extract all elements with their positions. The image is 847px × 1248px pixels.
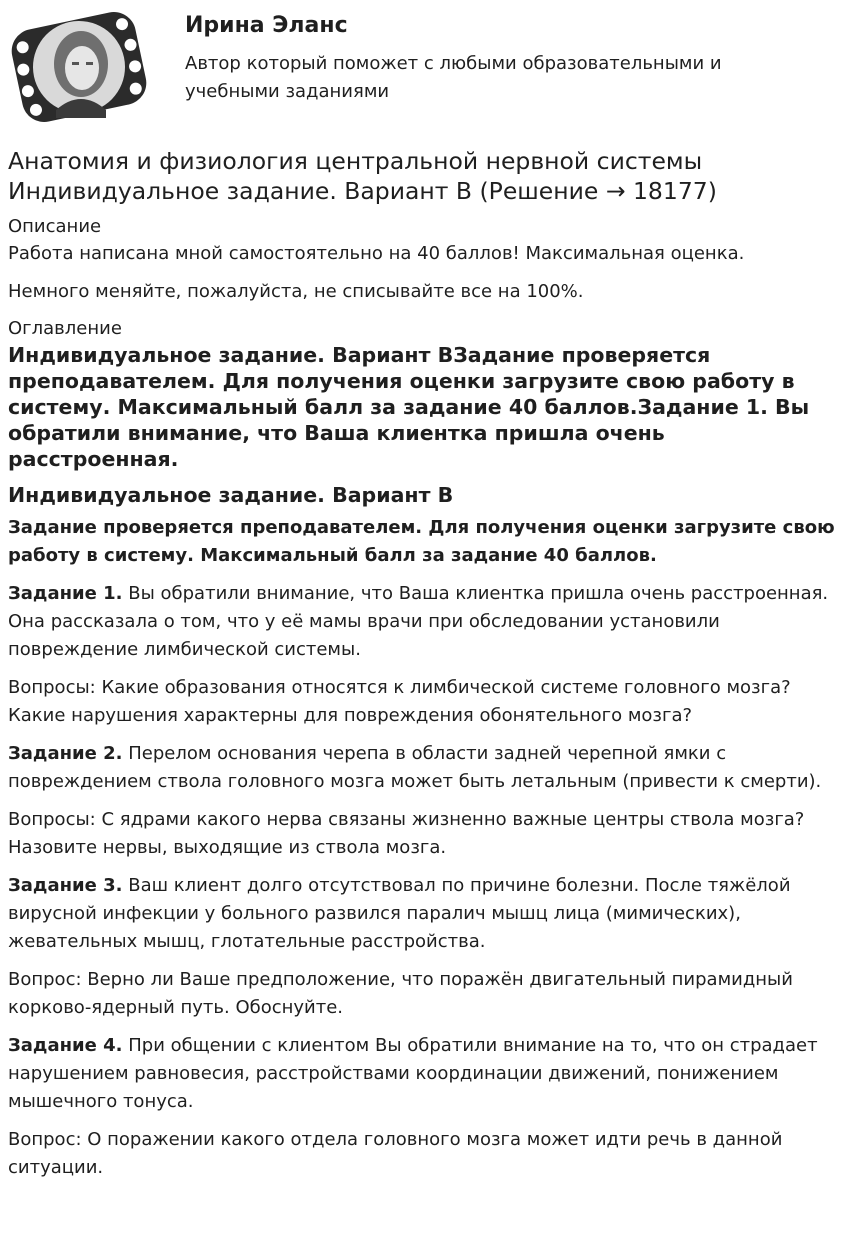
task-4-paragraph bbox=[8, 1032, 840, 1116]
description-paragraph-1: Работа написана мной самостоятельно на 40 баллов! Максимальная оценка. bbox=[8, 243, 745, 264]
task-3-questions: Вопрос: Верно ли Ваше предположение, что поражён двигательный пирамидный корково-ядерный путь. Обоснуйте. bbox=[8, 969, 793, 1018]
author-name: Ирина Эланс bbox=[185, 13, 348, 38]
author-description: Автор который поможет с любыми образовательными и учебными заданиями bbox=[185, 53, 722, 102]
task-3-text: Ваш клиент долго отсутствовал по причине болезни. После тяжёлой вирусной инфекции у больного развился паралич мышц лица (мимических), жевательных мышц, глотательные расстройства. bbox=[8, 875, 791, 952]
task-1-paragraph bbox=[8, 580, 840, 664]
toc-text: Индивидуальное задание. Вариант ВЗадание проверяется преподавателем. Для получения оценки загрузите свою работу в систему. Максимальный балл за задание 40 баллов.Задание 1. Вы обратили внимание, что Ваша клиентка пришла очень расстроенная. bbox=[8, 343, 810, 471]
section-lead: Задание проверяется преподавателем. Для получения оценки загрузите свою работу в систему. Максимальный балл за задание 40 баллов. bbox=[8, 517, 835, 566]
task-4-label: Задание 4. bbox=[8, 1035, 123, 1056]
task-4-text: При общении с клиентом Вы обратили внимание на то, что он страдает нарушением равновесия, расстройствами координации движений, понижением мышечного тонуса. bbox=[8, 1035, 818, 1112]
task-4-questions: Вопрос: О поражении какого отдела головного мозга может идти речь в данной ситуации. bbox=[8, 1129, 783, 1178]
author-header bbox=[0, 0, 847, 130]
task-1-questions: Вопросы: Какие образования относятся к лимбической системе головного мозга? Какие нарушения характерны для повреждения обонятельного мозга? bbox=[8, 677, 791, 726]
task-2-label: Задание 2. bbox=[8, 743, 123, 764]
task-3-label: Задание 3. bbox=[8, 875, 123, 896]
page-title-line-1: Анатомия и физиология центральной нервной системы bbox=[8, 147, 703, 175]
description-paragraph-2: Немного меняйте, пожалуйста, не списывайте все на 100%. bbox=[8, 281, 584, 302]
description-label: Описание bbox=[8, 216, 102, 237]
document-content bbox=[8, 146, 840, 1192]
task-1-text: Вы обратили внимание, что Ваша клиентка пришла очень расстроенная. Она рассказала о том, что у её мамы врачи при обследовании установили повреждение лимбической системы. bbox=[8, 583, 829, 660]
page-title bbox=[8, 146, 840, 206]
task-2-paragraph bbox=[8, 740, 840, 796]
task-2-questions: Вопросы: С ядрами какого нерва связаны жизненно важные центры ствола мозга? Назовите нервы, выходящие из ствола мозга. bbox=[8, 809, 805, 858]
task-1-label: Задание 1. bbox=[8, 583, 123, 604]
page-title-line-2: Индивидуальное задание. Вариант В (Решение → 18177) bbox=[8, 177, 717, 205]
author-avatar bbox=[6, 6, 152, 128]
toc-label: Оглавление bbox=[8, 318, 122, 339]
task-3-paragraph bbox=[8, 872, 840, 956]
task-2-text: Перелом основания черепа в области задней черепной ямки с повреждением ствола головного мозга может быть летальным (привести к смерти). bbox=[8, 743, 822, 792]
section-heading: Индивидуальное задание. Вариант В bbox=[8, 483, 454, 507]
